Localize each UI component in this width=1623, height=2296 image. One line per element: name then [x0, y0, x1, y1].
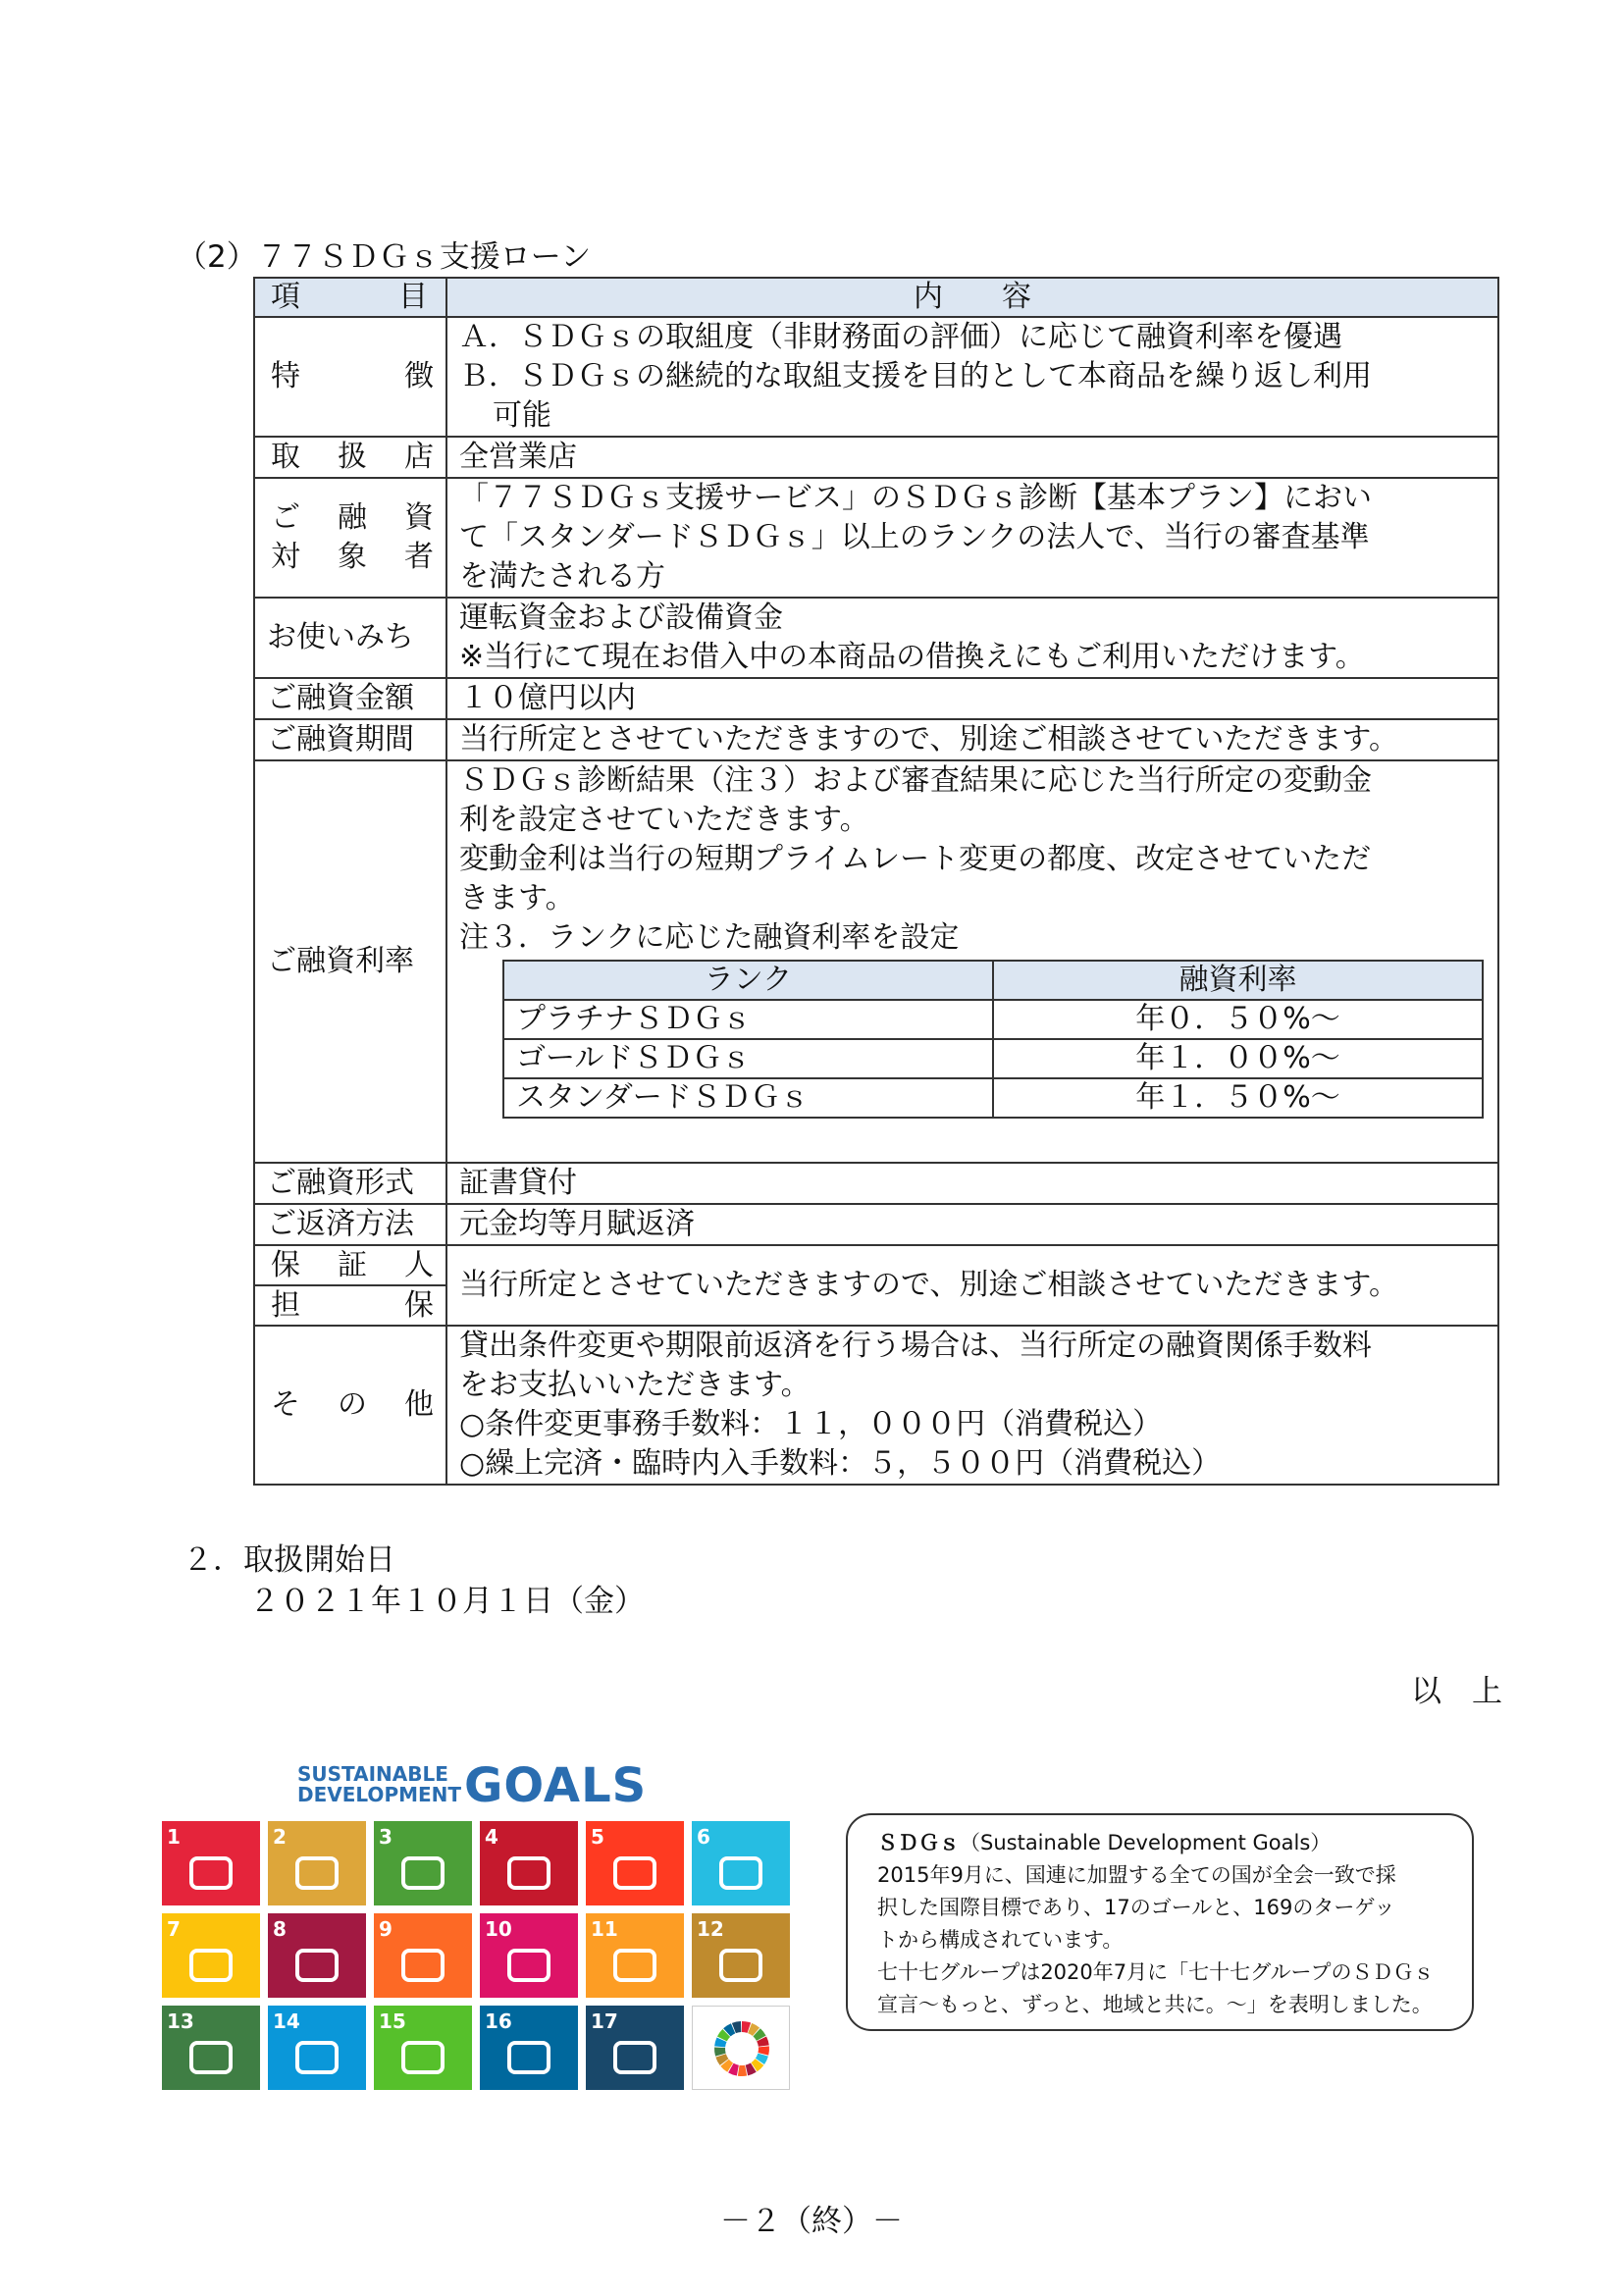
- feature-line: 可能: [493, 398, 551, 433]
- sdg-goal-number: 12: [697, 1917, 724, 1941]
- rate-line: ＳＤＧｓ診断結果（注３）および審査結果に応じた当行所定の変動金: [459, 763, 1372, 798]
- table-row-period: ご融資期間 当行所定とさせていただきますので、別途ご相談させていただきます。: [254, 719, 1498, 760]
- sdg-goal-number: 3: [379, 1825, 393, 1849]
- target-line: 「７７ＳＤＧｓ支援サービス」のＳＤＧｓ診断【基本プラン】におい: [459, 481, 1372, 515]
- sdg-logo-text: SUSTAINABLE DEVELOPMENT: [297, 1762, 462, 1806]
- sdg-goal-icon: [186, 1851, 236, 1896]
- sdg-goal-icon: [398, 1851, 447, 1896]
- section-heading: （2）７７ＳＤＧｓ支援ローン: [177, 239, 592, 275]
- sdg-goal-tile-8: [268, 1913, 366, 1998]
- sdg-goal-tile-17: [586, 2006, 684, 2090]
- sdg-goal-icon: [610, 1851, 659, 1896]
- rank-table-header: ランク 融資利率: [503, 961, 1483, 1000]
- sdg-goal-tile-5: [586, 1821, 684, 1905]
- sdg-goal-tile-6: [692, 1821, 790, 1905]
- guarantor-value: 当行所定とさせていただきますので、別途ご相談させていただきます。: [446, 1245, 1498, 1326]
- sdg-goal-icon: [292, 1943, 341, 1988]
- usage-line: ※当行にて現在お借入中の本商品の借換えにもご利用いただけます。: [459, 640, 1365, 674]
- sdg-goal-number: 7: [167, 1917, 181, 1941]
- branch-value: 全営業店: [446, 437, 1498, 478]
- sdg-logo-goals: GOALS: [464, 1758, 648, 1813]
- table-row-form: ご融資形式 証書貸付: [254, 1163, 1498, 1204]
- sdg-goal-icon: [504, 2035, 553, 2080]
- sdg-info-line: トから構成されています。: [877, 1928, 1124, 1952]
- sdg-wheel: [712, 2019, 771, 2078]
- sdg-goal-tile-14: [268, 2006, 366, 2090]
- sdg-goal-number: 17: [591, 2009, 618, 2033]
- sdg-info-line: 宣言～もっと、ずっと、地域と共に。～」を表明しました。: [877, 1993, 1433, 2016]
- sdg-goal-tile-4: [480, 1821, 578, 1905]
- sdg-goal-icon: [610, 2035, 659, 2080]
- sdg-goal-icon: [186, 1943, 236, 1988]
- other-line: をお支払いいただきます。: [459, 1368, 811, 1402]
- sdg-goal-icon: [398, 1943, 447, 1988]
- sdg-info-box: [846, 1813, 1474, 2031]
- table-row-feature: 特 徴 Ａ．ＳＤＧｓの取組度（非財務面の評価）に応じて融資利率を優遇 Ｂ．ＳＤＧｓの継続的な取組支援を目的として本商品を繰り返し利用 可能: [254, 317, 1498, 437]
- sdg-goal-icon: [292, 1851, 341, 1896]
- sdg-goal-tile-11: [586, 1913, 684, 1998]
- table-row-repay: ご返済方法 元金均等月賦返済: [254, 1204, 1498, 1245]
- sdg-goal-tile-15: [374, 2006, 472, 2090]
- rate-line: 利を設定させていただきます。: [459, 803, 869, 837]
- sdg-goal-number: 10: [485, 1917, 512, 1941]
- repay-value: 元金均等月賦返済: [446, 1204, 1498, 1245]
- page-number: －２（終）－: [720, 2204, 903, 2239]
- start-date: ２０２１年１０月１日（金）: [249, 1584, 645, 1619]
- sdg-goal-number: 4: [485, 1825, 498, 1849]
- sdg-goal-tile-12: [692, 1913, 790, 1998]
- form-value: 証書貸付: [446, 1163, 1498, 1204]
- target-line: を満たされる方: [459, 559, 665, 594]
- table-row-guarantor: 保 証 人 担 保 当行所定とさせていただきますので、別途ご相談させていただきます。: [254, 1245, 1498, 1326]
- other-line: ○条件変更事務手数料：１１，０００円（消費税込）: [459, 1407, 1163, 1441]
- table-row-branch: 取 扱 店 全営業店: [254, 437, 1498, 478]
- rate-line: 変動金利は当行の短期プライムレート変更の都度、改定させていただ: [459, 842, 1372, 876]
- sdg-goal-icon: [398, 2035, 447, 2080]
- sdg-wheel-icon: [692, 2006, 790, 2090]
- sdg-goal-tile-13: [162, 2006, 260, 2090]
- table-row-target: ご 融 資 対 象 者 「７７ＳＤＧｓ支援サービス」のＳＤＧｓ診断【基本プラン】におい て「スタンダードＳＤＧｓ」以上のランクの法人で、当行の審査基準 を満たされる方: [254, 478, 1498, 598]
- sdg-goal-tile-3: [374, 1821, 472, 1905]
- sdg-goal-icon: [186, 2035, 236, 2080]
- table-header-row: 項 目 内 容: [254, 278, 1498, 317]
- table-row-amount: ご融資金額 １０億円以内: [254, 678, 1498, 719]
- sdg-goal-tile-7: [162, 1913, 260, 1998]
- sdg-goal-number: 2: [273, 1825, 287, 1849]
- sdg-goal-icon: [292, 2035, 341, 2080]
- rank-row: プラチナＳＤＧｓ 年０．５０%～: [503, 1000, 1483, 1039]
- sdg-goal-tile-9: [374, 1913, 472, 1998]
- sdg-goal-number: 8: [273, 1917, 287, 1941]
- table-row-other: そ の 他 貸出条件変更や期限前返済を行う場合は、当行所定の融資関係手数料 をお支払いいただきます。 ○条件変更事務手数料：１１，０００円（消費税込） ○繰上完済・臨時内入手数料：５，５００円（消費税込）: [254, 1326, 1498, 1485]
- sdg-goal-number: 14: [273, 2009, 300, 2033]
- table-row-usage: お使いみち 運転資金および設備資金 ※当行にて現在お借入中の本商品の借換えにもご利用いただけます。: [254, 598, 1498, 678]
- sdg-goal-icon: [716, 1851, 765, 1896]
- other-line: 貸出条件変更や期限前返済を行う場合は、当行所定の融資関係手数料: [459, 1329, 1372, 1363]
- sdg-goal-number: 16: [485, 2009, 512, 2033]
- sdg-goal-tile-1: [162, 1821, 260, 1905]
- closing-mark: 以 上: [1411, 1674, 1502, 1709]
- other-line: ○繰上完済・臨時内入手数料：５，５００円（消費税込）: [459, 1446, 1222, 1481]
- sdg-goal-number: 6: [697, 1825, 710, 1849]
- table-row-rate: ご融資利率 ＳＤＧｓ診断結果（注３）および審査結果に応じた当行所定の変動金 利を設定させていただきます。 変動金利は当行の短期プライムレート変更の都度、改定させていただ きます。 注３．ランクに応じた融資利率を設定 ランク 融資利率 プラチナＳＤＧｓ 年０．５０%～ ゴールドＳＤＧｓ 年１．００%～ スタンダードＳＤＧｓ 年１．５０%～: [254, 760, 1498, 1163]
- sdg-goal-icon: [716, 1943, 765, 1988]
- sdg-goal-tile-16: [480, 2006, 578, 2090]
- sdg-info-line: 2015年9月に、国連に加盟する全ての国が全会一致で採: [877, 1863, 1396, 1887]
- feature-line: Ｂ．ＳＤＧｓの継続的な取組支援を目的として本商品を繰り返し利用: [459, 359, 1372, 393]
- sdg-goal-number: 9: [379, 1917, 393, 1941]
- sdg-goal-number: 1: [167, 1825, 181, 1849]
- sdg-goal-number: 13: [167, 2009, 194, 2033]
- content-header: 内 容: [446, 278, 1498, 317]
- rank-row: ゴールドＳＤＧｓ 年１．００%～: [503, 1039, 1483, 1078]
- sdg-goal-number: 15: [379, 2009, 406, 2033]
- period-value: 当行所定とさせていただきますので、別途ご相談させていただきます。: [446, 719, 1498, 760]
- sdg-goal-tile-10: [480, 1913, 578, 1998]
- sdg-info-title: ＳＤＧｓ（Sustainable Development Goals）: [877, 1831, 1332, 1854]
- amount-value: １０億円以内: [446, 678, 1498, 719]
- sdg-info-line: 択した国際目標であり、17のゴールと、169のターゲッ: [877, 1896, 1395, 1919]
- rank-row: スタンダードＳＤＧｓ 年１．５０%～: [503, 1078, 1483, 1118]
- usage-line: 運転資金および設備資金: [459, 600, 783, 635]
- target-line: て「スタンダードＳＤＧｓ」以上のランクの法人で、当行の審査基準: [459, 520, 1370, 554]
- sdg-goals-graphic: [162, 1758, 790, 2095]
- rate-note: 注３．ランクに応じた融資利率を設定: [459, 920, 960, 955]
- rate-line: きます。: [459, 881, 575, 915]
- sdg-info-line: 七十七グループは2020年7月に「七十七グループのＳＤＧｓ: [877, 1960, 1435, 1984]
- sdg-tiles: [162, 1821, 790, 2090]
- sdg-goal-number: 11: [591, 1917, 618, 1941]
- sdg-goal-icon: [504, 1943, 553, 1988]
- sdg-goal-tile-2: [268, 1821, 366, 1905]
- feature-line: Ａ．ＳＤＧｓの取組度（非財務面の評価）に応じて融資利率を優遇: [459, 320, 1342, 354]
- sdg-goal-number: 5: [591, 1825, 604, 1849]
- loan-table: [253, 277, 1499, 1486]
- sdg-goal-icon: [610, 1943, 659, 1988]
- start-date-heading: ２．取扱開始日: [183, 1542, 395, 1578]
- rank-rate-table: [502, 960, 1484, 1119]
- sdg-goal-icon: [504, 1851, 553, 1896]
